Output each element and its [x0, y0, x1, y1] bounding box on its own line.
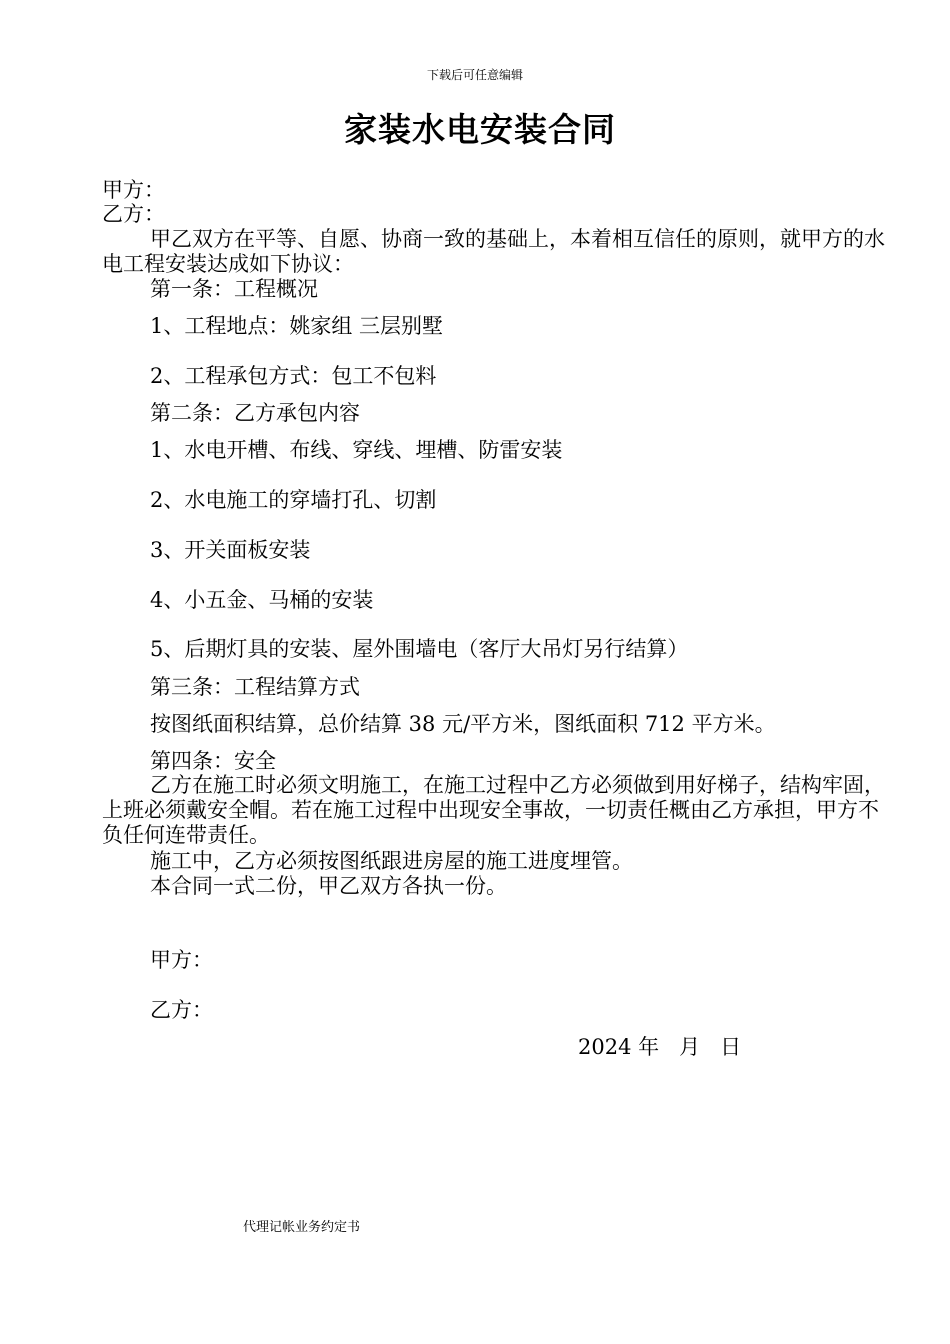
party-b-line: 乙方：: [102, 202, 165, 226]
article3-text: 按图纸面积结算，总价结算 38 元/平方米，图纸面积 712 平方米。: [150, 712, 776, 736]
signature-party-a: 甲方：: [150, 948, 213, 972]
article1-heading: 第一条：工程概况: [150, 277, 318, 301]
article2-item-3: 3、开关面板安装: [150, 538, 311, 562]
party-a-line: 甲方：: [102, 178, 165, 202]
footer-note: 代理记帐业务约定书: [243, 1220, 361, 1235]
article2-item-4: 4、小五金、马桶的安装: [150, 588, 374, 612]
signature-party-b: 乙方：: [150, 998, 213, 1022]
article2-item-1: 1、水电开槽、布线、穿线、埋槽、防雷安装: [150, 438, 563, 462]
clause-pipe: 施工中，乙方必须按图纸跟进房屋的施工进度埋管。: [150, 849, 633, 873]
article4-heading: 第四条：安全: [150, 749, 276, 773]
header-note: 下载后可任意编辑: [426, 68, 523, 82]
article2-item-5: 5、后期灯具的安装、屋外围墙电（客厅大吊灯另行结算）: [150, 637, 689, 661]
article3-heading: 第三条：工程结算方式: [150, 675, 360, 699]
article2-heading: 第二条：乙方承包内容: [150, 401, 360, 425]
clause-copies: 本合同一式二份，甲乙双方各执一份。: [150, 874, 507, 898]
article1-item-location: 1、工程地点：姚家组 三层别墅: [150, 314, 444, 338]
signing-date: 2024 年 月 日: [578, 1035, 742, 1059]
article1-item-contract-mode: 2、工程承包方式：包工不包料: [150, 364, 437, 388]
article2-item-2: 2、水电施工的穿墙打孔、切割: [150, 488, 437, 512]
intro-paragraph: 甲乙双方在平等、自愿、协商一致的基础上，本着相互信任的原则，就甲方的水电工程安装达成如下协议：: [102, 227, 885, 276]
article4-text: 乙方在施工时必须文明施工，在施工过程中乙方必须做到用好梯子，结构牢固，上班必须戴安全帽。若在施工过程中出现安全事故，一切责任概由乙方承担，甲方不负任何连带责任。: [102, 773, 885, 847]
contract-title: 家装水电安装合同: [344, 110, 616, 149]
